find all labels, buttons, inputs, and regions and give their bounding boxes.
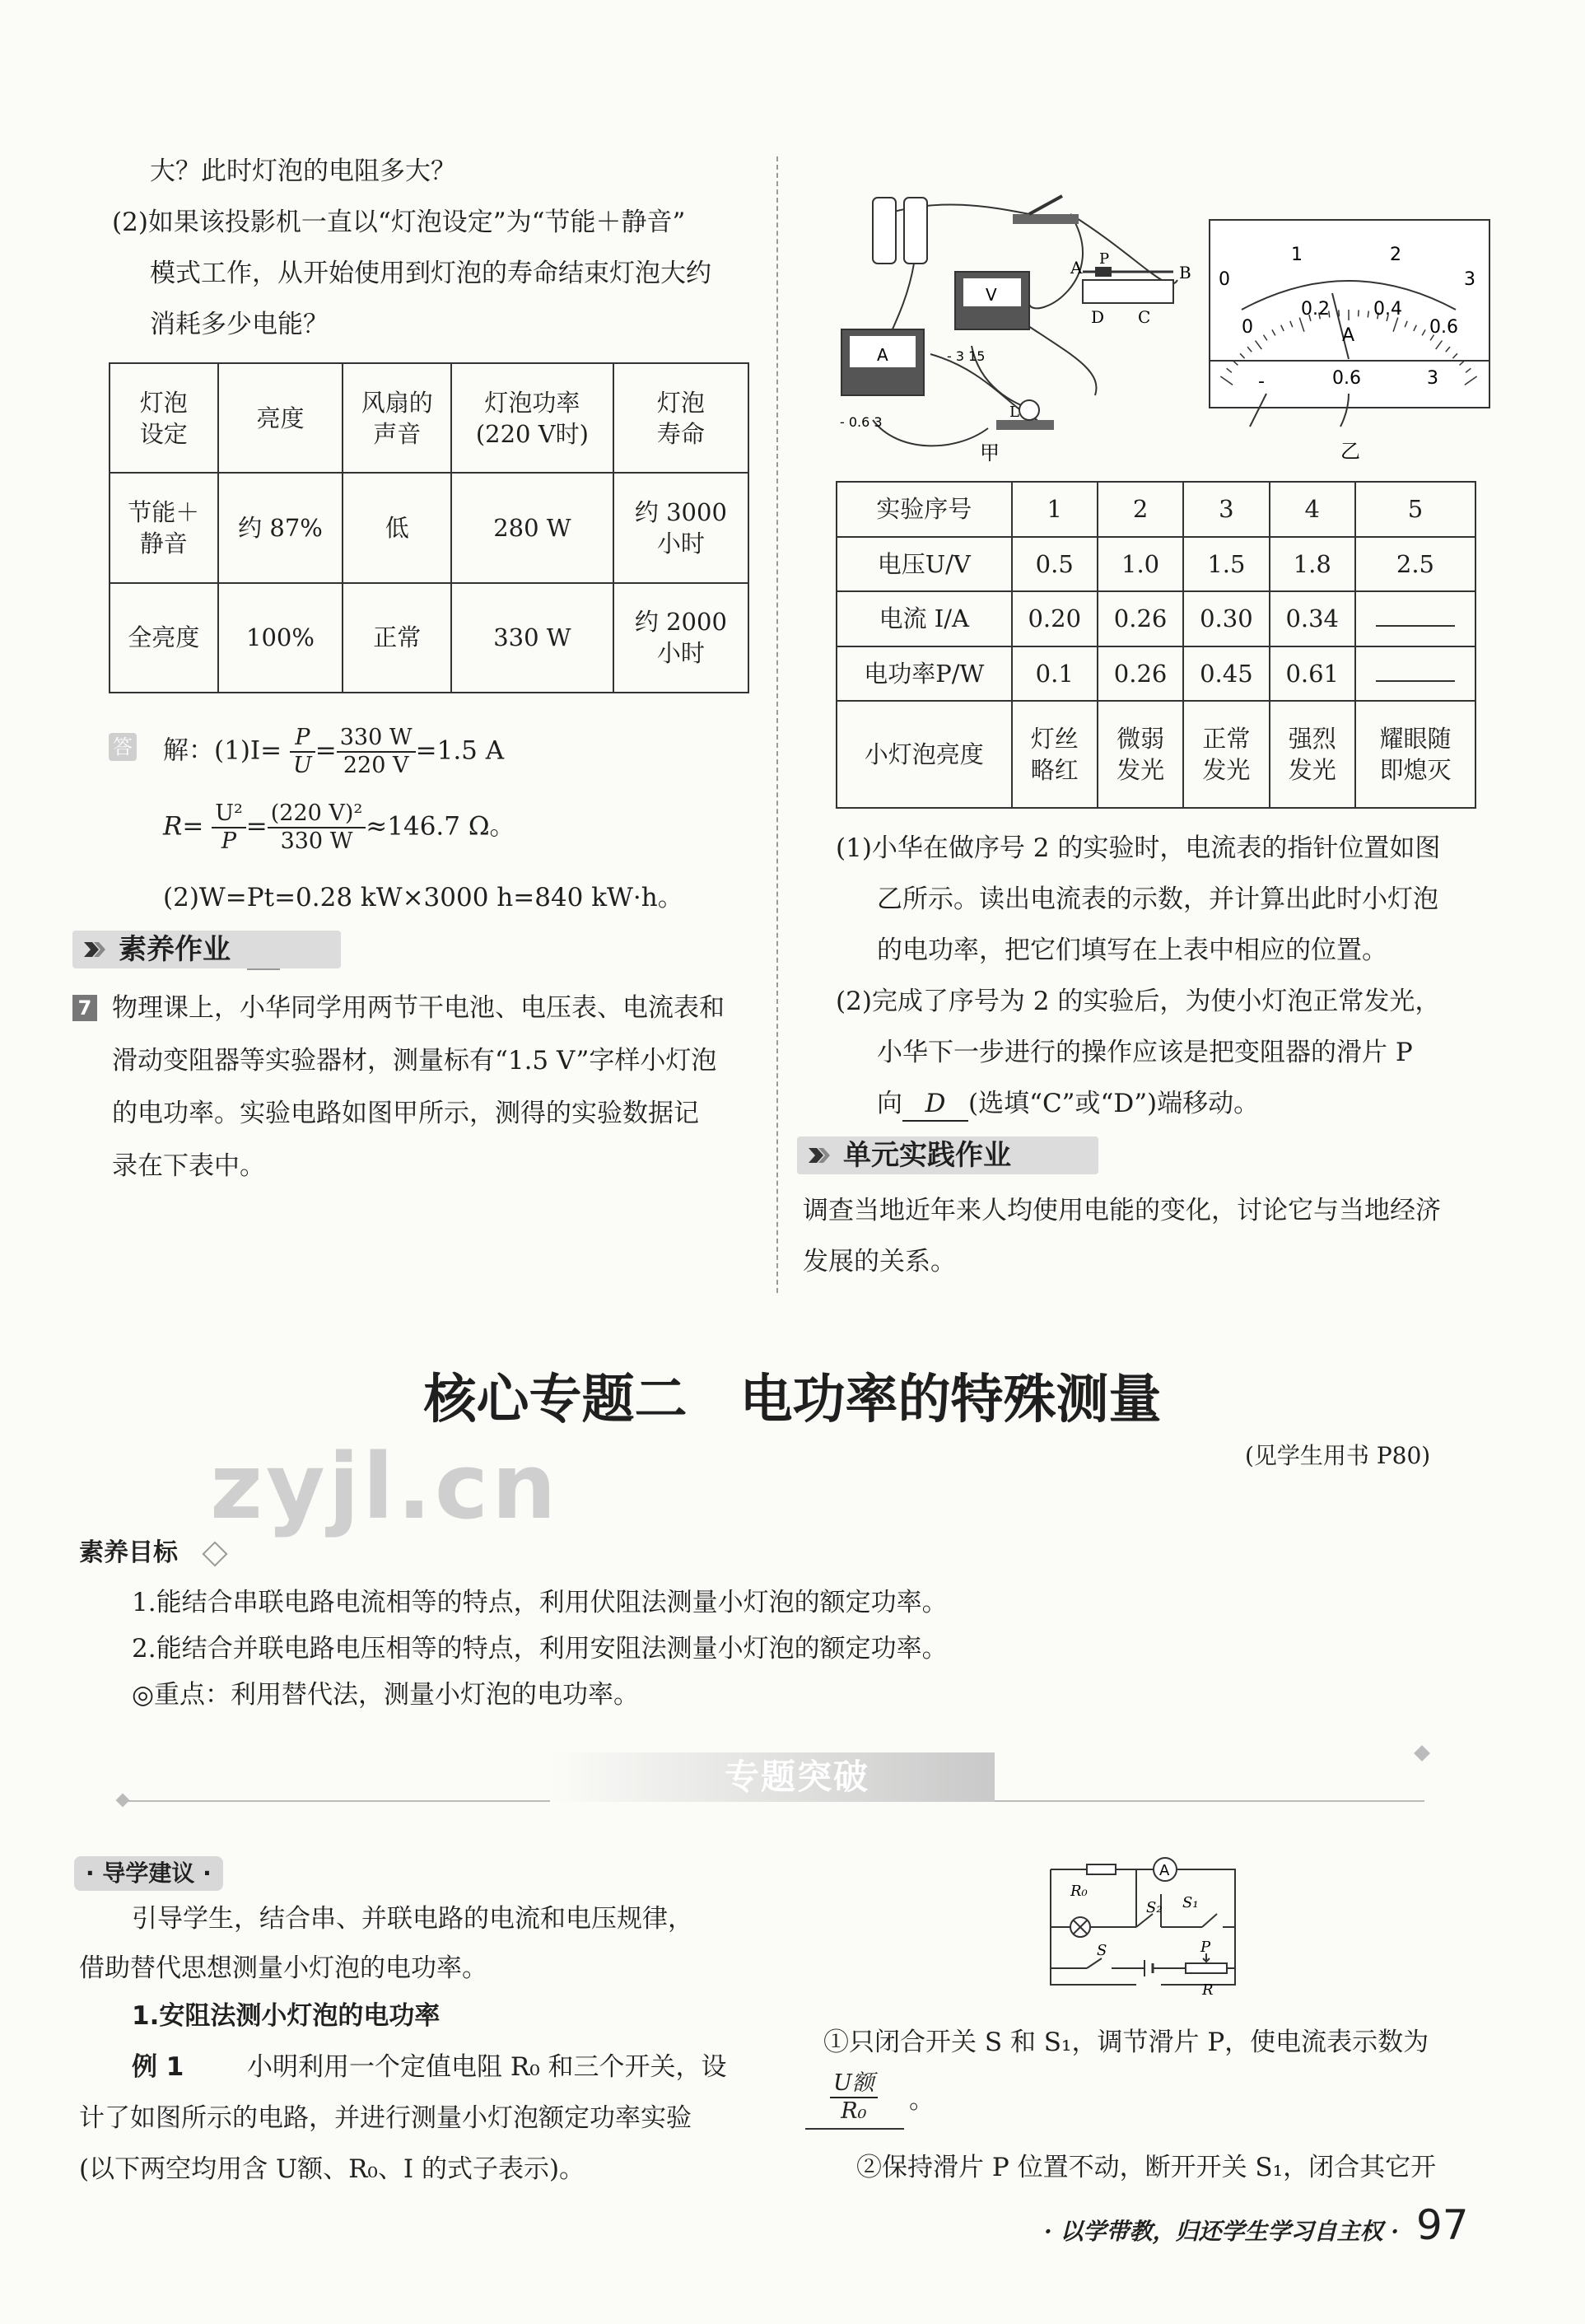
goal-item: 2.能结合并联电路电压相等的特点，利用安阻法测量小灯泡的额定功率。	[132, 1634, 948, 1664]
table-cell: 电功率P/W	[837, 646, 1012, 702]
circuit-S2: S₂	[1146, 1899, 1163, 1916]
example-text: 小明利用一个定值电阻 R₀ 和三个开关，设	[247, 2052, 727, 2082]
table-header-row	[110, 363, 748, 473]
table-cell: 0.61	[1270, 646, 1355, 702]
dial-bottom-3: 0.6	[1429, 317, 1458, 338]
question-number: 7	[72, 995, 97, 1021]
table-row	[110, 473, 748, 582]
table-cell: 强烈 发光	[1270, 701, 1355, 808]
goal-item: ◎重点：利用替代法，测量小灯泡的电功率。	[132, 1680, 640, 1710]
ammeter-dial-yi	[1209, 219, 1490, 474]
table-header-cell: 2	[1098, 482, 1183, 537]
question-text: 乙所示。读出电流表的示数，并计算出此时小灯泡	[877, 884, 1438, 914]
answer-badge: 答	[109, 733, 137, 761]
practice-text: 发展的关系。	[803, 1247, 956, 1276]
arrow-icon	[82, 939, 107, 960]
table-header-cell: 4	[1270, 482, 1355, 537]
rheostat-B: B	[1179, 263, 1191, 282]
section-tag: 单元实践作业	[797, 1136, 1098, 1174]
answer-blank: $\frac{\text{U额}}{\text{R₀}}$	[805, 2070, 904, 2130]
goals-label: 素养目标	[79, 1538, 178, 1567]
question-text: (2)如果该投影机一直以“灯泡设定”为“节能＋静音”	[112, 208, 686, 237]
ammeter-label: A	[877, 345, 888, 365]
answer-line-3: (2)W=Pt=0.28 kW×3000 h=840 kW·h。	[163, 883, 683, 912]
circuit-S: S	[1097, 1942, 1107, 1959]
table-header-cell: 5	[1355, 482, 1475, 537]
table-cell: 0.34	[1270, 591, 1355, 646]
question-text: 模式工作，从开始使用到灯泡的寿命结束灯泡大约	[150, 259, 711, 288]
question-text: 向 D (选填“C”或“D”)端移动。	[877, 1087, 1259, 1122]
table-cell: 2.5	[1355, 537, 1475, 592]
section-tag: 素养作业	[72, 931, 341, 968]
circuit-ammeter: A	[1159, 1862, 1170, 1879]
answer-blank-cell	[1355, 591, 1475, 646]
table-row	[837, 646, 1475, 702]
goal-item: 1.能结合串联电路电流相等的特点，利用伏阻法测量小灯泡的额定功率。	[132, 1588, 948, 1617]
table-cell: 正常 发光	[1183, 701, 1269, 808]
dial-unit: A	[1342, 325, 1355, 346]
question-text: 录在下表中。	[112, 1151, 265, 1181]
question-text: 小华下一步进行的操作应该是把变阻器的滑片 P	[877, 1038, 1413, 1067]
figure-caption-jia: 甲	[980, 441, 1000, 464]
table-cell: 0.30	[1183, 591, 1269, 646]
example-text: (以下两空均用含 U额、R₀、I 的式子表示)。	[79, 2154, 585, 2184]
dial-terminal-0.6: 0.6	[1332, 368, 1361, 389]
dial-top-1: 1	[1291, 245, 1303, 265]
arrow-icon	[807, 1145, 832, 1166]
example-circuit	[1037, 1845, 1252, 2001]
footer-motto: · 以学带教，归还学生学习自主权 ·	[1044, 2218, 1399, 2245]
table-cell: 1.0	[1098, 537, 1183, 592]
table-cell: 约 3000 小时	[613, 473, 748, 582]
guide-tag: · 导学建议 ·	[74, 1856, 223, 1891]
guide-text: 借助替代思想测量小灯泡的电功率。	[79, 1953, 487, 1983]
question-text: (1)小华在做序号 2 的实验时，电流表的指针位置如图	[836, 833, 1441, 863]
table-cell: 灯丝 略红	[1012, 701, 1098, 808]
question-text: 的电功率，把它们填写在上表中相应的位置。	[877, 936, 1387, 965]
answer-line-1: 解：(1)I= $\frac{P}{U}$ = $\frac{330 W}{220 V}$ =1.5 A	[163, 725, 505, 778]
answer-blank-cell	[1355, 646, 1475, 702]
table-header-cell: 灯泡功率 (220 V时)	[451, 363, 613, 473]
table-cell: 约 2000 小时	[613, 583, 748, 693]
table-header-cell: 灯泡 寿命	[613, 363, 748, 473]
voltmeter-terminals: - 3 15	[947, 348, 986, 364]
table-cell: 节能＋ 静音	[110, 473, 218, 582]
table-cell: 0.45	[1183, 646, 1269, 702]
watermark: zyjl.cn	[210, 1434, 560, 1539]
method-heading: 1.安阻法测小灯泡的电功率	[132, 2001, 441, 2031]
table-row	[110, 583, 748, 693]
table-cell: 0.20	[1012, 591, 1098, 646]
table-header-row	[837, 482, 1475, 537]
figure-caption-yi: 乙	[1340, 440, 1360, 463]
step-text: ①只闭合开关 S 和 S₁，调节滑片 P，使电流表示数为	[823, 2028, 1429, 2057]
dial-bottom-2: 0.4	[1373, 299, 1402, 320]
column-divider	[776, 156, 778, 1293]
table-cell: 电流 I/A	[837, 591, 1012, 646]
ammeter-terminals: - 0.6 3	[840, 414, 883, 430]
circuit-P: P	[1200, 1939, 1211, 1956]
rheostat-C: C	[1138, 307, 1151, 327]
experiment-table	[836, 481, 1476, 809]
table-cell: 0.5	[1012, 537, 1098, 592]
table-cell: 280 W	[451, 473, 613, 582]
table-row	[837, 701, 1475, 808]
banner-title: 专题突破	[725, 1757, 870, 1797]
table-cell: 100%	[218, 583, 343, 693]
topic-title: 核心专题二 电功率的特殊测量	[423, 1369, 1162, 1430]
table-row	[837, 537, 1475, 592]
practice-text: 调查当地近年来人均使用电能的变化，讨论它与当地经济	[803, 1196, 1441, 1225]
step-text: 。	[909, 2085, 935, 2115]
table-header-cell: 灯泡 设定	[110, 363, 218, 473]
circuit-S1: S₁	[1182, 1894, 1199, 1911]
question-text: 滑动变阻器等实验器材，测量标有“1.5 V”字样小灯泡	[112, 1046, 717, 1076]
table-cell: 1.5	[1183, 537, 1269, 592]
table-cell: 约 87%	[218, 473, 343, 582]
rheostat-D: D	[1091, 307, 1105, 327]
projector-table	[109, 362, 749, 693]
circuit-R0: R₀	[1070, 1883, 1088, 1900]
table-cell: 330 W	[451, 583, 613, 693]
table-cell: 正常	[343, 583, 451, 693]
answer-blank: D	[902, 1087, 968, 1122]
table-cell: 小灯泡亮度	[837, 701, 1012, 808]
table-cell: 电压U/V	[837, 537, 1012, 592]
question-text: (2)完成了序号为 2 的实验后，为使小灯泡正常发光，	[836, 987, 1441, 1016]
rheostat-A: A	[1070, 258, 1083, 278]
lamp-L: L	[1009, 404, 1019, 421]
question-text: 物理课上，小华同学用两节干电池、电压表、电流表和	[112, 993, 725, 1023]
dial-top-3: 3	[1464, 269, 1475, 290]
rheostat-P: P	[1099, 250, 1110, 268]
table-cell: 0.26	[1098, 646, 1183, 702]
dial-top-2: 2	[1390, 245, 1401, 265]
guide-text: 引导学生，结合串、并联电路的电流和电压规律，	[132, 1904, 693, 1934]
table-header-cell: 实验序号	[837, 482, 1012, 537]
circuit-R: R	[1202, 1981, 1214, 1999]
table-cell: 全亮度	[110, 583, 218, 693]
table-cell: 0.1	[1012, 646, 1098, 702]
question-text: 消耗多少电能？	[150, 310, 329, 339]
table-header-cell: 3	[1183, 482, 1269, 537]
table-header-cell: 1	[1012, 482, 1098, 537]
circuit-figure-jia	[823, 181, 1210, 478]
table-cell: 微弱 发光	[1098, 701, 1183, 808]
table-cell: 0.26	[1098, 591, 1183, 646]
question-text: 的电功率。实验电路如图甲所示，测得的实验数据记	[112, 1099, 699, 1128]
dial-bottom-0: 0	[1242, 317, 1253, 338]
table-header-cell: 亮度	[218, 363, 343, 473]
step-text: ②保持滑片 P 位置不动，断开开关 S₁，闭合其它开	[856, 2153, 1437, 2182]
voltmeter-label: V	[986, 285, 997, 305]
reference-note: (见学生用书 P80)	[1245, 1442, 1431, 1469]
dial-bottom-1: 0.2	[1301, 299, 1330, 320]
dial-top-0: 0	[1219, 269, 1230, 290]
example-text: 计了如图所示的电路，并进行测量小灯泡额定功率实验	[79, 2103, 692, 2133]
table-header-cell: 风扇的 声音	[343, 363, 451, 473]
page-number: 97	[1416, 2201, 1469, 2249]
dial-tick	[1339, 310, 1340, 316]
answer-line-2: R= $\frac{\text{U²}}{P}$ = $\frac{\text{(220 V)²}}{330 W}$ ≈146.7 Ω。	[163, 800, 515, 854]
table-row	[837, 591, 1475, 646]
dial-terminal-neg: -	[1258, 371, 1265, 392]
dial-terminal-3: 3	[1427, 368, 1438, 389]
example-label: 例 1	[132, 2052, 184, 2082]
table-cell: 低	[343, 473, 451, 582]
table-cell: 1.8	[1270, 537, 1355, 592]
question-text: 大？此时灯泡的电阻多大？	[150, 156, 456, 186]
table-cell: 耀眼随 即熄灭	[1355, 701, 1475, 808]
